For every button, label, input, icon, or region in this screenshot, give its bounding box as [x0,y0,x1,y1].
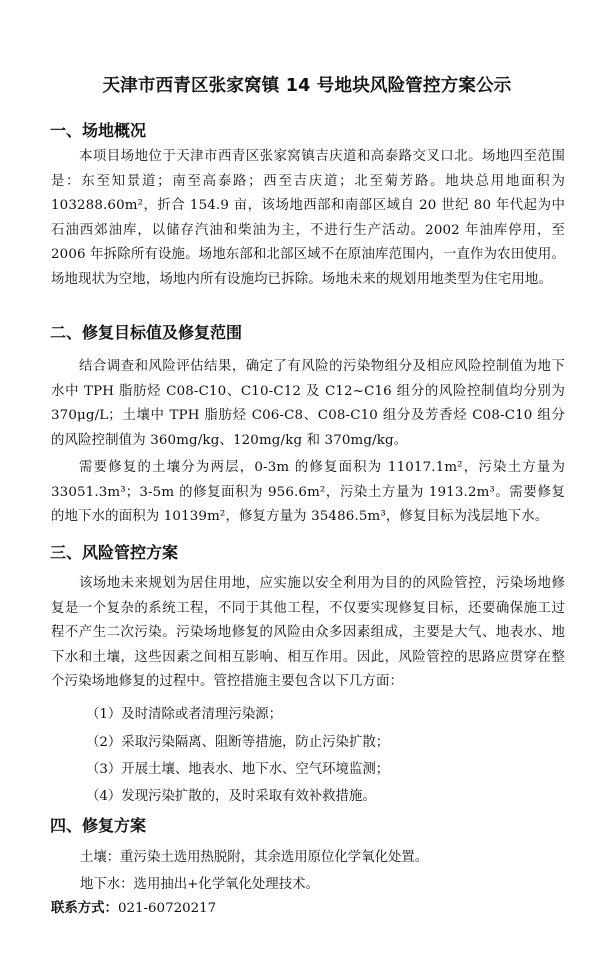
contact-phone: 021-60720217 [117,901,217,916]
section-heading-site-overview: 一、场地概况 [50,121,147,140]
soil-remediation-line: 土壤：重污染土选用热脱附，其余选用原位化学氧化处置。 [80,850,429,865]
risk-control-measure-item: （2）采取污染隔离、阻断等措施，防止污染扩散； [86,735,390,750]
remediation-targets-paragraph: 结合调查和风险评估结果，确定了有风险的污染物组分及相应风险控制值为地下水中 TPH 脂肪烃 C08-C10、C10-C12 及 C12~C16 组分的风险控制值均分别为 370μg/L；土壤中 TPH 脂肪烃 C06-C8、C08-C10 组分及芳香烃 C08-C10 组分的风险控制值为 360mg/kg、120mg/kg 和 370mg/kg。 [51,359,565,448]
groundwater-remediation-line: 地下水：选用抽出+化学氧化处理技术。 [80,877,319,892]
document-title: 天津市西青区张家窝镇 14 号地块风险管控方案公示 [102,76,512,96]
risk-control-measure-item: （3）开展土壤、地表水、地下水、空气环境监测； [86,762,390,777]
section-heading-risk-control: 三、风险管控方案 [50,543,179,562]
risk-control-measure-item: （4）发现污染扩散的，及时采取有效补救措施。 [86,789,376,804]
section-heading-remediation-plan: 四、修复方案 [50,816,147,835]
remediation-scope-paragraph: 需要修复的土壤分为两层，0-3m 的修复面积为 11017.1m²，污染土方量为 33051.3m³；3-5m 的修复面积为 956.6m²，污染土方量为 1913.2m³。需要修复的地下水的面积为 10139m²，修复方量为 35486.5m³，修复目标为浅层地下水。 [51,460,565,525]
contact-label: 联系方式： [51,901,118,916]
risk-control-measure-item: （1）及时清除或者清理污染源； [86,707,282,722]
section-heading-remediation-targets: 二、修复目标值及修复范围 [50,323,243,342]
contact-info [51,899,216,919]
site-overview-paragraph: 本项目场地位于天津市西青区张家窝镇吉庆道和高泰路交叉口北。场地四至范围是：东至知景道；南至高泰路；西至吉庆道；北至菊芳路。地块总用地面积为 103288.60m²，折合 154.9 亩，该场地西部和南部区域自 20 世纪 80 年代起为中石油西郊油库，以储存汽油和柴油为主，不进行生产活动。2002 年油库停用，至 2006 年拆除所有设施。场地东部和北部区域不在原油库范围内，一直作为农田使用。场地现状为空地，场地内所有设施均已拆除。场地未来的规划用地类型为住宅用地。 [51,149,565,287]
risk-control-paragraph: 该场地未来规划为居住用地，应实施以安全利用为目的的风险管控，污染场地修复是一个复杂的系统工程，不同于其他工程，不仅要实现修复目标，还要确保施工过程不产生二次污染。污染场地修复的风险由众多因素组成，主要是大气、地表水、地下水和土壤，这些因素之间相互影响、相互作用。因此，风险管控的思路应贯穿在整个污染场地修复的过程中。管控措施主要包含以下几方面： [51,576,565,690]
